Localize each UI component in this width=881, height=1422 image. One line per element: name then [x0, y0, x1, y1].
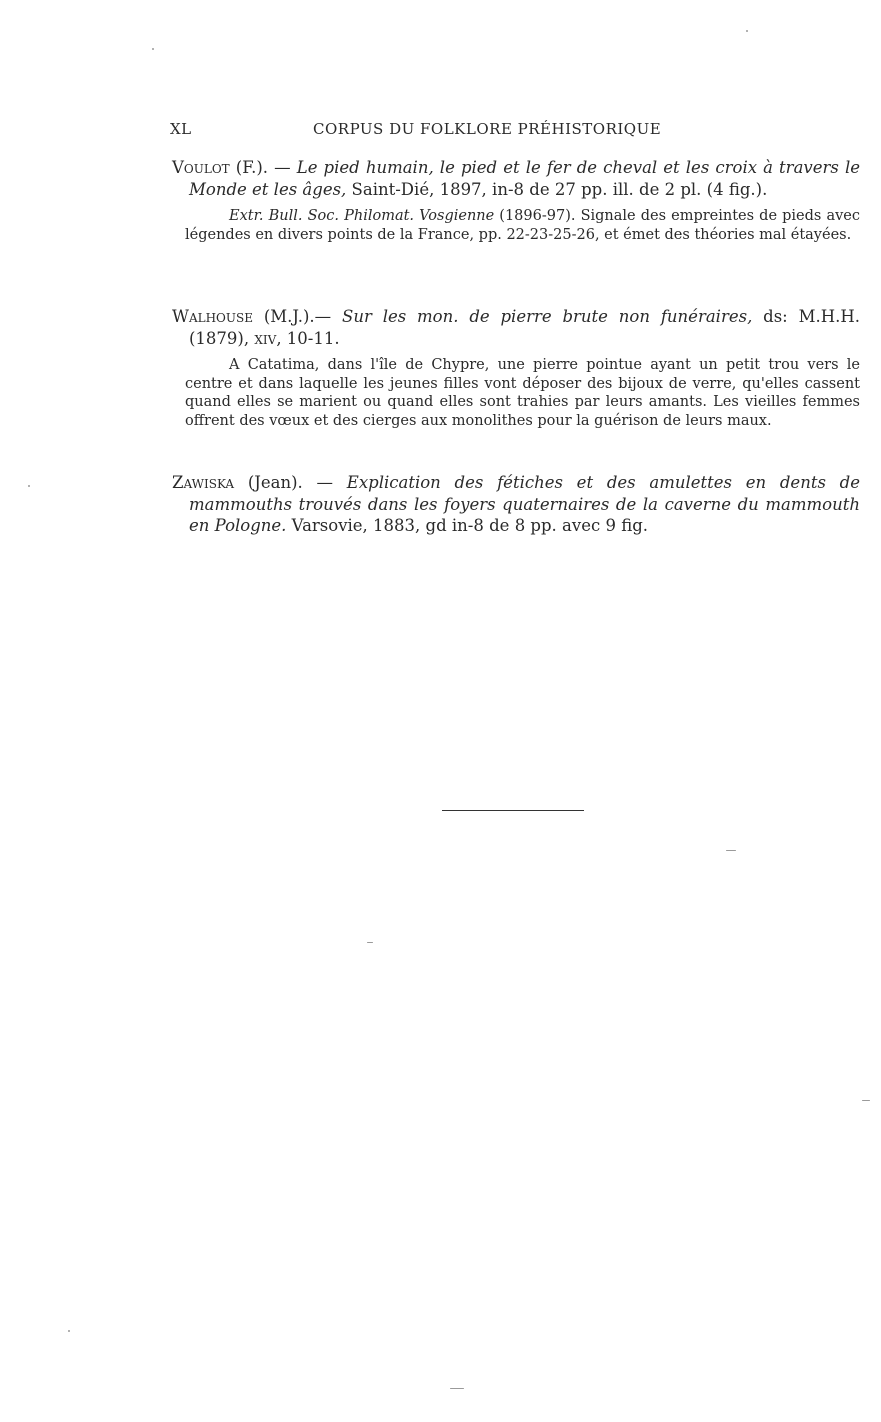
page-folio: XL [170, 120, 192, 138]
bibliography-entry-zawiska [172, 472, 860, 537]
work-title: Le pied humain, le pied et le fer de cheval et les croix à travers le Monde et les âges, [189, 158, 860, 199]
running-title: CORPUS DU FOLKLORE PRÉHISTORIQUE [313, 120, 662, 138]
bibliography-entry-voulot [172, 157, 860, 244]
scan-speck [152, 48, 154, 50]
scan-speck [726, 850, 736, 851]
author-initials: (F.). — [229, 158, 297, 177]
volume-number: xiv [254, 328, 277, 348]
work-title: Explication des fétiches et des amulettes en dents de mammouths trouvés dans les foyers quaternaires de la caverne du mammouth en Pologne. [189, 473, 860, 535]
annotation [185, 207, 860, 244]
author-name: Voulot [172, 158, 230, 177]
author-name: Walhouse [172, 307, 253, 326]
bibliography-entry-walhouse [172, 306, 860, 430]
author-name: Zawiska [172, 473, 235, 492]
publication-details: Varsovie, 1883, gd in-8 de 8 pp. avec 9 fig. [286, 516, 649, 535]
scan-speck [28, 485, 30, 487]
citation [172, 306, 860, 349]
section-end-rule [442, 810, 584, 811]
annotation-text: A Catatima, dans l'île de Chypre, une pierre pointue ayant un petit trou vers le centre et dans laquelle les jeunes filles vont déposer des bijoux de verre, qu'elles cassent quand elles se marient ou quand elles sont trahies par leurs amants. Les vieilles femmes offrent des vœux et des cierges aux monolithes pour la guérison de leurs maux. [185, 357, 860, 429]
running-head [170, 120, 860, 142]
author-initials: (Jean). — [234, 473, 347, 492]
source-abbreviation: Extr. Bull. Soc. Philomat. Vosgienne [229, 208, 495, 224]
annotation-text: (1896-97). Signale des empreintes de pieds avec légendes en divers points de la France, pp. 22-23-25-26, et émet des théories mal étayées. [185, 208, 860, 243]
work-title: Sur les mon. de pierre brute non funéraires, [342, 307, 753, 326]
scan-speck [367, 942, 373, 943]
citation [172, 472, 860, 537]
scan-speck [862, 1100, 870, 1101]
scan-speck [450, 1388, 464, 1389]
scan-speck [746, 30, 748, 32]
page-range: , 10-11. [276, 328, 340, 348]
publication-details: Saint-Dié, 1897, in-8 de 27 pp. ill. de 2 pl. (4 fig.). [346, 179, 768, 199]
citation [172, 157, 860, 200]
author-initials: (M.J.).— [253, 307, 343, 326]
annotation [185, 356, 860, 430]
publication-details: ds: M.H.H. (1879), [189, 307, 860, 348]
scan-speck [68, 1330, 70, 1332]
